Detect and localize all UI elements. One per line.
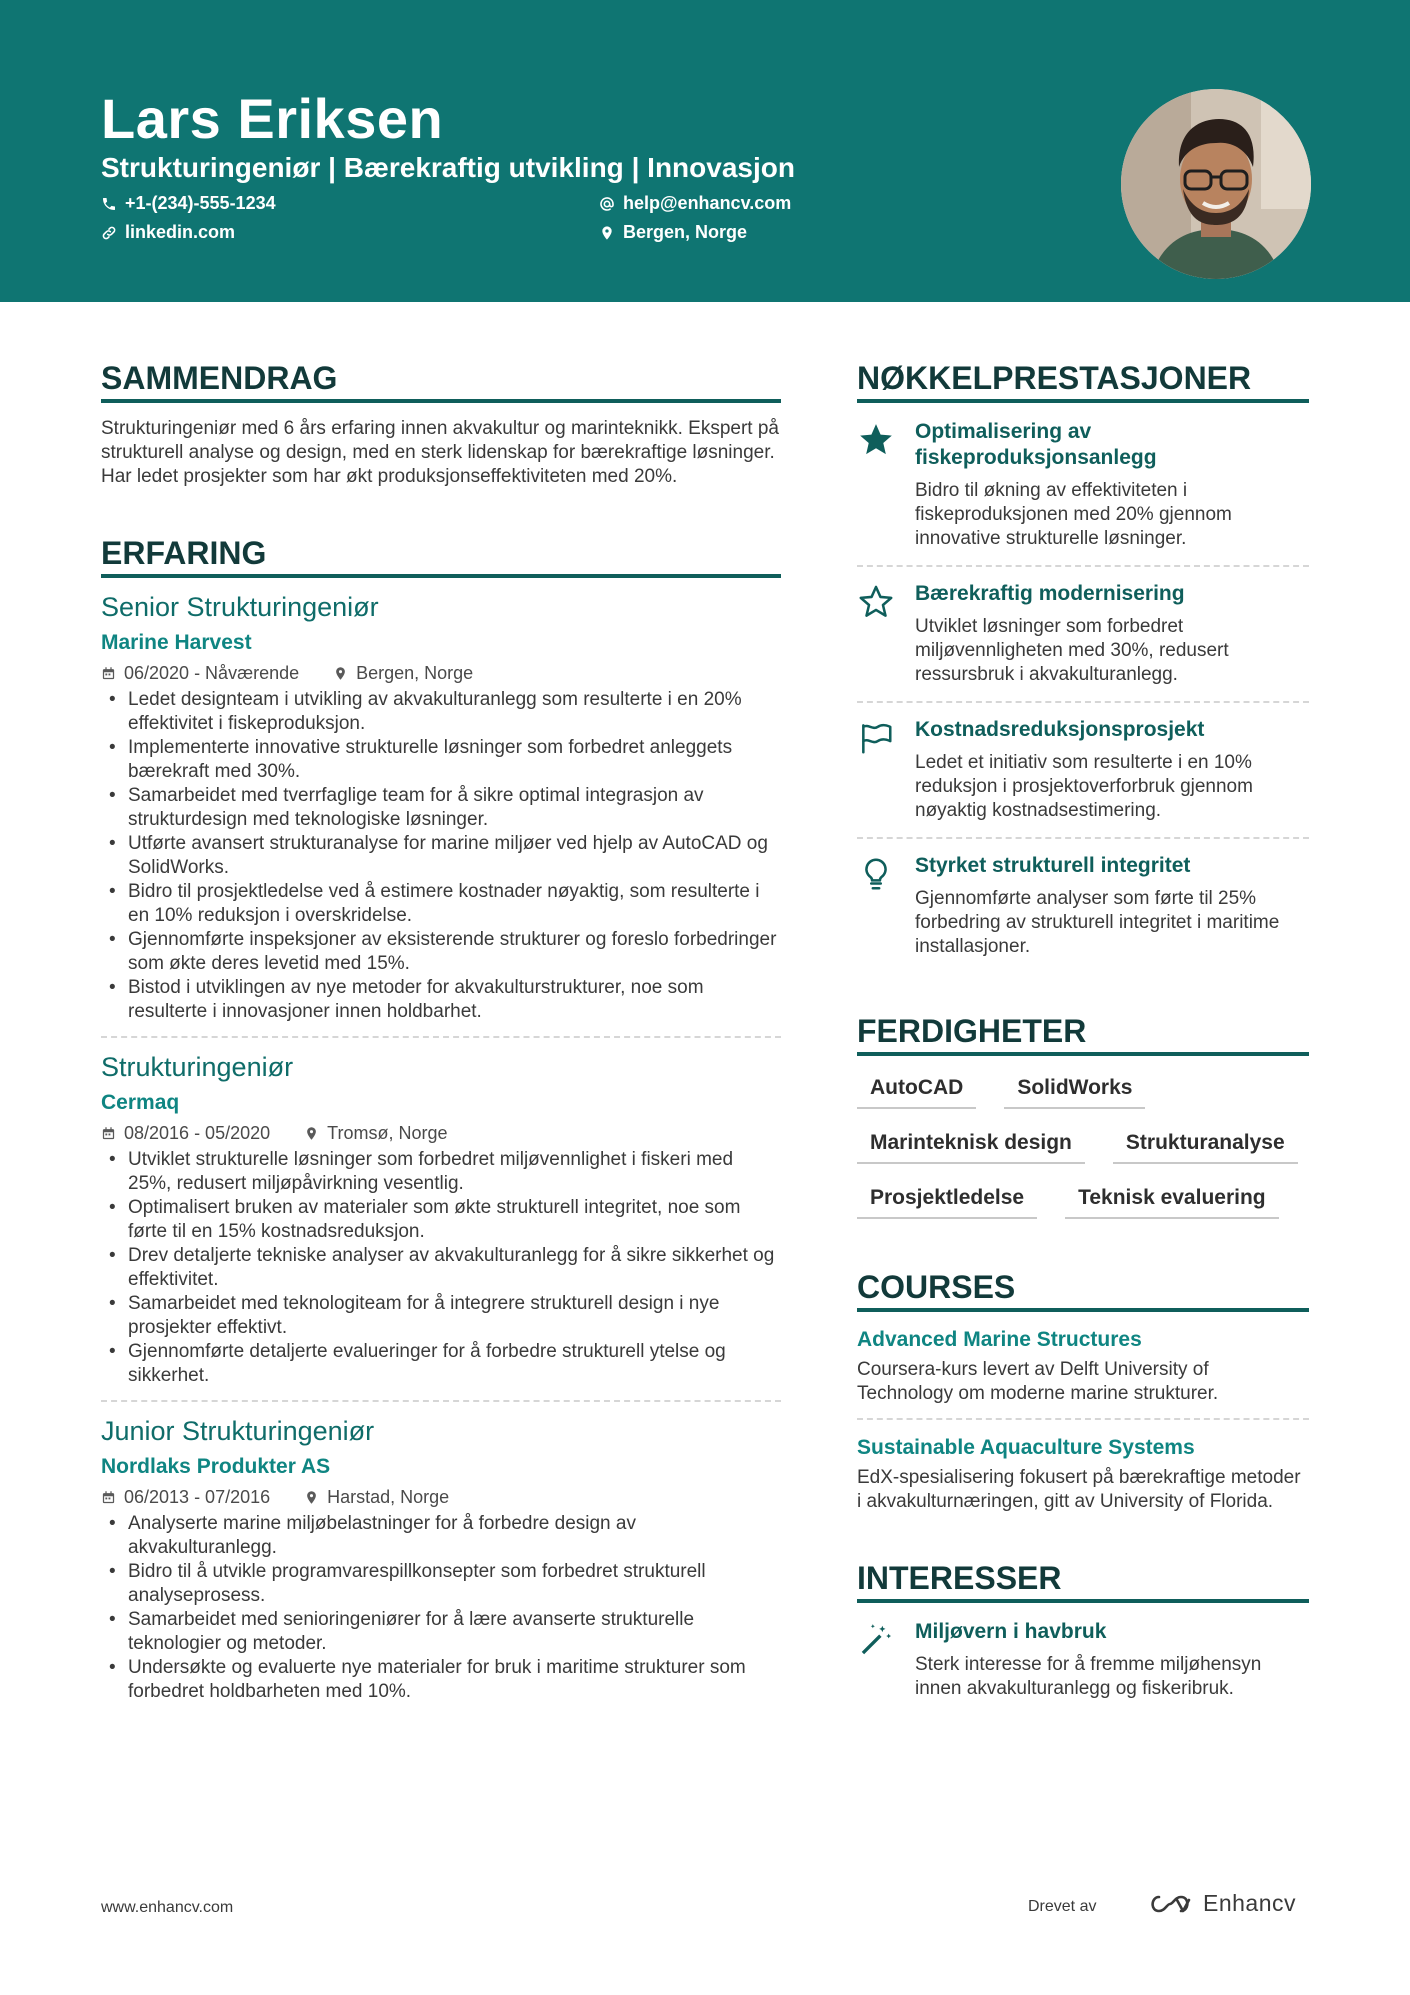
job-divider bbox=[101, 1036, 781, 1038]
achievement-body bbox=[915, 581, 1309, 687]
courses-list bbox=[857, 1328, 1309, 1514]
bullet-item: • Samarbeidet med teknologiteam for å integrere strukturell design i nye prosjekter effektivt. bbox=[101, 1292, 781, 1340]
email-contact[interactable] bbox=[599, 193, 791, 214]
bullet-item: • Ledet designteam i utvikling av akvakulturanlegg som resulterte i en 20% effektivitet i fiskeproduksjon. bbox=[101, 688, 781, 736]
achievement-title: Styrket strukturell integritet bbox=[915, 854, 1191, 877]
phone-contact[interactable] bbox=[101, 193, 276, 214]
job-location: Tromsø, Norge bbox=[327, 1123, 448, 1143]
job-dates: 08/2016 - 05/2020 bbox=[124, 1123, 271, 1143]
footer-powered-by: Drevet av bbox=[1028, 1898, 1097, 1915]
enhancv-logo[interactable] bbox=[1147, 1890, 1296, 1917]
job-meta bbox=[101, 1123, 781, 1144]
bullet-item: • Bidro til å utvikle programvarespillkonsepter som forbedret strukturell analyseprosess. bbox=[101, 1560, 781, 1608]
magic-wand-icon bbox=[857, 1621, 895, 1659]
achievement-body bbox=[915, 717, 1309, 823]
achievement-desc: Bidro til økning av effektiviteten i fiskeproduksjonen med 20% gjennom innovative strukturelle løsninger. bbox=[915, 480, 1232, 549]
course-divider bbox=[857, 1418, 1309, 1420]
at-icon bbox=[599, 196, 615, 212]
achievement-item bbox=[857, 405, 1309, 567]
achievement-body bbox=[915, 853, 1309, 959]
job-title: Junior Strukturingeniør bbox=[101, 1416, 375, 1446]
flag-icon bbox=[857, 719, 895, 757]
achievement-icon-wrap bbox=[857, 581, 897, 687]
job-title: Strukturingeniør bbox=[101, 1052, 294, 1082]
achievement-body bbox=[915, 419, 1309, 551]
courses-heading: COURSES bbox=[857, 1269, 1309, 1312]
achievement-icon-wrap bbox=[857, 717, 897, 823]
achievement-icon-wrap bbox=[857, 419, 897, 551]
interest-item bbox=[857, 1605, 1309, 1715]
summary-text: Strukturingeniør med 6 års erfaring innen akvakultur og marinteknikk. Ekspert på strukturell analyse og design, med en sterk lidenskap for bærekraftige løsninger. Har ledet prosjekter som har økt produksjonseffektiviteten med 20%. bbox=[101, 418, 779, 487]
star-outline-icon bbox=[857, 583, 895, 621]
bullet-item: • Bidro til prosjektledelse ved å estimere kostnader nøyaktig, som resulterte i en 10% reduksjon i overskridelse. bbox=[101, 880, 781, 928]
job-entry bbox=[101, 1052, 781, 1402]
skill-tag: Prosjektledelse bbox=[857, 1186, 1037, 1219]
achievement-desc: Utviklet løsninger som forbedret miljøvennligheten med 30%, redusert ressursbruk i akvakulturanlegg. bbox=[915, 616, 1229, 685]
bullet-item: • Analyserte marine miljøbelastninger for å forbedre design av akvakulturanlegg. bbox=[101, 1512, 781, 1560]
achievement-desc: Ledet et initiativ som resulterte i en 10% reduksjon i prosjektoverforbruk gjennom nøyaktig kostnadsestimering. bbox=[915, 752, 1253, 821]
bullet-item: • Undersøkte og evaluerte nye materialer for bruk i maritime strukturer som forbedret holdbarheten med 10%. bbox=[101, 1656, 781, 1704]
job-meta bbox=[101, 663, 781, 684]
skills-heading: FERDIGHETER bbox=[857, 1013, 1309, 1056]
left-column bbox=[101, 360, 781, 1704]
achievements-list bbox=[857, 405, 1309, 973]
calendar-icon bbox=[101, 1490, 116, 1505]
right-column bbox=[857, 360, 1309, 1715]
job-bullets bbox=[101, 1512, 781, 1704]
skill-tag: SolidWorks bbox=[1004, 1076, 1145, 1109]
experience-heading: ERFARING bbox=[101, 535, 781, 578]
company-name: Nordlaks Produkter AS bbox=[101, 1455, 331, 1478]
achievement-title: Kostnadsreduksjonsprosjekt bbox=[915, 718, 1205, 741]
bullet-item: • Gjennomførte detaljerte evalueringer for å forbedre strukturell ytelse og sikkerhet. bbox=[101, 1340, 781, 1388]
job-divider bbox=[101, 1400, 781, 1402]
interests-heading: INTERESSER bbox=[857, 1560, 1309, 1603]
map-pin-icon bbox=[304, 1490, 319, 1505]
interest-body bbox=[915, 1619, 1309, 1701]
achievement-desc: Gjennomførte analyser som førte til 25% forbedring av strukturell integritet i maritime installasjoner. bbox=[915, 888, 1280, 957]
bullet-item: • Utviklet strukturelle løsninger som forbedret miljøvennlighet i fiskeri med 25%, redusert miljøpåvirkning vesentlig. bbox=[101, 1148, 781, 1196]
course-title: Advanced Marine Structures bbox=[857, 1328, 1142, 1351]
company-name: Cermaq bbox=[101, 1091, 180, 1114]
map-pin-icon bbox=[599, 225, 615, 241]
bullet-item: • Samarbeidet med tverrfaglige team for å sikre optimal integrasjon av strukturdesign med teknologiske løsninger. bbox=[101, 784, 781, 832]
course-desc: Coursera-kurs levert av Delft University of Technology om moderne marine strukturer. bbox=[857, 1359, 1219, 1404]
phone-icon bbox=[101, 196, 117, 212]
bullet-item: • Implementerte innovative strukturelle løsninger som forbedret anleggets bærekraft med 30%. bbox=[101, 736, 781, 784]
achievement-title: Optimalisering av fiskeproduksjonsanlegg bbox=[915, 420, 1157, 469]
achievement-item bbox=[857, 703, 1309, 839]
bullet-item: • Samarbeidet med senioringeniører for å lære avanserte strukturelle teknologier og metoder. bbox=[101, 1608, 781, 1656]
job-location: Harstad, Norge bbox=[327, 1487, 450, 1507]
star-filled-icon bbox=[857, 421, 895, 459]
profile-photo bbox=[1121, 89, 1311, 279]
achievement-icon-wrap bbox=[857, 853, 897, 959]
interest-desc: Sterk interesse for å fremme miljøhensyn innen akvakulturanlegg og fiskeribruk. bbox=[915, 1654, 1262, 1699]
job-dates: 06/2013 - 07/2016 bbox=[124, 1487, 271, 1507]
achievement-title: Bærekraftig modernisering bbox=[915, 582, 1185, 605]
company-name: Marine Harvest bbox=[101, 631, 252, 654]
location-contact bbox=[599, 222, 747, 243]
achievement-item bbox=[857, 839, 1309, 973]
skill-tag: Marinteknisk design bbox=[857, 1131, 1085, 1164]
job-location: Bergen, Norge bbox=[356, 663, 474, 683]
achievement-item bbox=[857, 567, 1309, 703]
achievements-heading: NØKKELPRESTASJONER bbox=[857, 360, 1309, 403]
map-pin-icon bbox=[304, 1126, 319, 1141]
map-pin-icon bbox=[333, 666, 348, 681]
course-desc: EdX-spesialisering fokusert på bærekraftige metoder i akvakulturnæringen, gitt av University of Florida. bbox=[857, 1467, 1301, 1512]
calendar-icon bbox=[101, 1126, 116, 1141]
header-banner bbox=[0, 0, 1410, 302]
interest-title: Miljøvern i havbruk bbox=[915, 1620, 1107, 1643]
location-text: Bergen, Norge bbox=[623, 222, 748, 242]
linkedin-text: linkedin.com bbox=[125, 222, 236, 242]
skill-tag: Teknisk evaluering bbox=[1065, 1186, 1279, 1219]
skill-tag: AutoCAD bbox=[857, 1076, 976, 1109]
bullet-item: • Drev detaljerte tekniske analyser av akvakulturanlegg for å sikre sikkerhet og effektivitet. bbox=[101, 1244, 781, 1292]
job-meta bbox=[101, 1487, 781, 1508]
enhancv-logo-text: Enhancv bbox=[1203, 1890, 1297, 1916]
job-bullets bbox=[101, 688, 781, 1024]
course-title: Sustainable Aquaculture Systems bbox=[857, 1436, 1195, 1459]
bullet-item: • Gjennomførte inspeksjoner av eksisterende strukturer og foreslo forbedringer som økte deres levetid med 15%. bbox=[101, 928, 781, 976]
linkedin-contact[interactable] bbox=[101, 222, 235, 243]
bullet-item: • Bistod i utviklingen av nye metoder for akvakulturstrukturer, noe som resulterte i innovasjoner innen holdbarhet. bbox=[101, 976, 781, 1024]
summary-heading: SAMMENDRAG bbox=[101, 360, 781, 403]
job-entry bbox=[101, 592, 781, 1038]
candidate-name: Lars Eriksen bbox=[101, 87, 444, 150]
email-text: help@enhancv.com bbox=[623, 193, 792, 213]
bullet-item: • Utførte avansert strukturanalyse for marine miljøer ved hjelp av AutoCAD og SolidWorks. bbox=[101, 832, 781, 880]
skill-tag: Strukturanalyse bbox=[1113, 1131, 1298, 1164]
experience-list bbox=[101, 592, 781, 1704]
phone-text: +1-(234)-555-1234 bbox=[125, 193, 276, 213]
skills-list bbox=[857, 1076, 1309, 1219]
lightbulb-icon bbox=[857, 855, 895, 893]
interest-icon-wrap bbox=[857, 1619, 897, 1701]
job-title: Senior Strukturingeniør bbox=[101, 592, 379, 622]
job-bullets bbox=[101, 1148, 781, 1388]
footer-website[interactable]: www.enhancv.com bbox=[101, 1899, 234, 1916]
interests-list bbox=[857, 1605, 1309, 1715]
bullet-item: • Optimalisert bruken av materialer som økte strukturell integritet, noe som førte til en 15% kostnadsreduksjon. bbox=[101, 1196, 781, 1244]
enhancv-logo-icon bbox=[1147, 1893, 1193, 1915]
job-entry bbox=[101, 1416, 781, 1704]
calendar-icon bbox=[101, 666, 116, 681]
link-icon bbox=[101, 225, 117, 241]
candidate-headline: Strukturingeniør | Bærekraftig utvikling | Innovasjon bbox=[101, 152, 795, 183]
job-dates: 06/2020 - Nåværende bbox=[124, 663, 300, 683]
